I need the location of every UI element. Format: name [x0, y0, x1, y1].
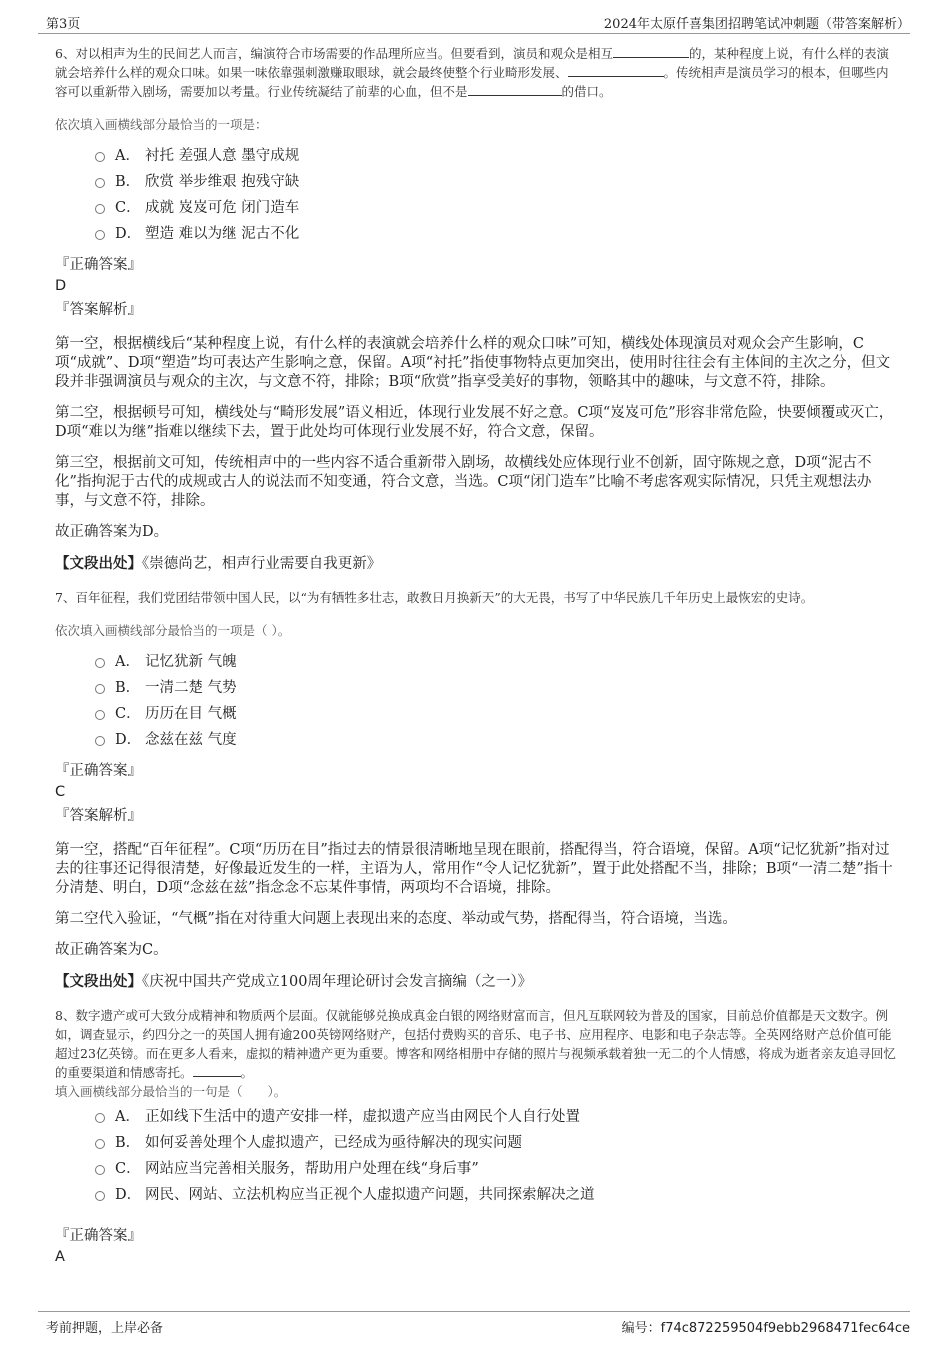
- analysis-conclusion: 故正确答案为D。: [55, 524, 169, 540]
- analysis-label: 『答案解析』: [55, 302, 142, 318]
- document-body: [55, 44, 897, 1267]
- analysis-paragraph: 第一空，根据横线后“某种程度上说，有什么样的表演就会培养什么样的观众口味”可知，横线处体现演员对观众会产生影响，C项“成就”、D项“塑造”均可表达产生影响之意，保留。A项“衬托”指使事物特点更加突出，使用时往往会有主体间的主次之分，但文段并非强调演员与观众的主次，与文意不符，排除；B项“欣赏”指享受美好的事物，领略其中的趣味，与文意不符，排除。: [55, 336, 891, 390]
- option-a[interactable]: A． 衬托 差强人意 墨守成规: [95, 143, 897, 169]
- source-citation: 【文段出处】《崇德尚艺，相声行业需要自我更新》: [55, 555, 382, 572]
- blank-line: [613, 46, 689, 58]
- radio-icon[interactable]: [95, 178, 105, 188]
- document-code: 编号：f74c872259504f9ebb2968471fec64ce: [621, 1321, 910, 1336]
- analysis-paragraph: 第三空，根据前文可知，传统相声中的一些内容不适合重新带入剧场，故横线处应体现行业不创新，固守陈规之意，D项“泥古不化”指拘泥于古代的成规或古人的说法而不知变通，符合文意，当选。C项“闭门造车”比喻不考虑客观实际情况，只凭主观想法办事，与文意不符，排除。: [55, 455, 872, 509]
- analysis-paragraph: 第二空代入验证，“气概”指在对待重大问题上表现出来的态度、举动或气势，搭配得当，符合语境，当选。: [55, 911, 737, 927]
- page-header: [38, 10, 910, 34]
- source-citation: 【文段出处】《庆祝中国共产党成立100周年理论研讨会发言摘编（之一）》: [55, 973, 533, 990]
- question-7-options: [95, 649, 897, 753]
- option-d[interactable]: D． 念兹在兹 气度: [95, 727, 897, 753]
- option-d[interactable]: D． 网民、网站、立法机构应当正视个人虚拟遗产问题，共同探索解决之道: [95, 1182, 897, 1208]
- radio-icon[interactable]: [95, 204, 105, 214]
- correct-answer: C: [55, 784, 66, 800]
- option-c[interactable]: C． 历历在目 气概: [95, 701, 897, 727]
- option-a[interactable]: A． 记忆犹新 气魄: [95, 649, 897, 675]
- footer-slogan: 考前押题，上岸必备: [46, 1321, 164, 1336]
- blank-line: [568, 65, 664, 77]
- analysis-conclusion: 故正确答案为C。: [55, 942, 168, 958]
- radio-icon[interactable]: [95, 152, 105, 162]
- blank-line: [193, 1065, 241, 1077]
- question-8-text: 8、数字遗产或可大致分成精神和物质两个层面。仅就能够兑换成真金白银的网络财富而言，但凡互联网较为普及的国家，目前总价值都是天文数字。例如，调查显示，约四分之一的英国人拥有逾200英镑网络财产，包括付费购买的音乐、电子书、应用程序、电影和电子杂志等。全英网络财产总价值可能超过23亿英镑。而在更多人看来，虚拟的精神遗产更为重要。博客和网络相册中存储的照片与视频承载着独一无二的个人情感，将成为逝者亲友追寻回忆的重要渠道和情感寄托。 。: [55, 1008, 896, 1080]
- option-b[interactable]: B． 如何妥善处理个人虚拟遗产，已经成为亟待解决的现实问题: [95, 1130, 897, 1156]
- option-c[interactable]: C． 网站应当完善相关服务，帮助用户处理在线“身后事”: [95, 1156, 897, 1182]
- correct-answer-label: 『正确答案』: [55, 1228, 142, 1244]
- analysis-paragraph: 第二空，根据顿号可知，横线处与“畸形发展”语义相近，体现行业发展不好之意。C项“岌岌可危”形容非常危险，快要倾覆或灭亡，D项“难以为继”指难以继续下去，置于此处均可体现行业发展不好，符合文意，保留。: [55, 405, 894, 440]
- radio-icon[interactable]: [95, 230, 105, 240]
- option-d[interactable]: D． 塑造 难以为继 泥古不化: [95, 221, 897, 247]
- analysis-label: 『答案解析』: [55, 808, 142, 824]
- option-a[interactable]: A． 正如线下生活中的遗产安排一样，虚拟遗产应当由网民个人自行处置: [95, 1104, 897, 1130]
- blank-line: [468, 84, 562, 96]
- question-8-prompt: 填入画横线部分最恰当的一句是（ ）。: [55, 1084, 287, 1099]
- correct-answer: D: [55, 278, 67, 294]
- correct-answer-label: 『正确答案』: [55, 763, 142, 779]
- radio-icon[interactable]: [95, 1165, 105, 1175]
- radio-icon[interactable]: [95, 1113, 105, 1123]
- question-8-options: [95, 1104, 897, 1208]
- radio-icon[interactable]: [95, 1191, 105, 1201]
- radio-icon[interactable]: [95, 1139, 105, 1149]
- radio-icon[interactable]: [95, 658, 105, 668]
- analysis-paragraph: 第一空，搭配“百年征程”。C项“历历在目”指过去的情景很清晰地呈现在眼前，搭配得当，符合语境，保留。A项“记忆犹新”指对过去的往事还记得很清楚，好像最近发生的一样，主语为人，常用作“令人记忆犹新”，置于此处搭配不当，排除；B项“一清二楚”指十分清楚、明白，D项“念兹在兹”指念念不忘某件事情，两项均不合语境，排除。: [55, 842, 893, 896]
- document-title: 2024年太原仟喜集团招聘笔试冲刺题（带答案解析）: [603, 17, 910, 32]
- option-b[interactable]: B． 一清二楚 气势: [95, 675, 897, 701]
- question-7-prompt: 依次填入画横线部分最恰当的一项是（ ）。: [55, 623, 291, 638]
- option-b[interactable]: B． 欣赏 举步维艰 抱残守缺: [95, 169, 897, 195]
- question-6-text: 6、对以相声为生的民间艺人而言，编演符合市场需要的作品理所应当。但要看到，演员和观众是相互 的，某种程度上说，有什么样的表演就会培养什么样的观众口味。如果一味依靠强刺激赚取眼球，就会最终使整个行业畸形发展、 。传统相声是演员学习的根本，但哪些内容可以重新带入剧场，需要加以考量。行业传统凝结了前辈的心血，但不是 的借口。: [55, 46, 889, 99]
- page-number: 第3页: [46, 17, 81, 32]
- radio-icon[interactable]: [95, 710, 105, 720]
- question-7-text: 7、百年征程，我们党团结带领中国人民，以“为有牺牲多壮志，敢教日月换新天”的大无畏，书写了中华民族几千年历史上最恢宏的史诗。: [55, 590, 814, 605]
- page-footer: [38, 1311, 910, 1337]
- radio-icon[interactable]: [95, 736, 105, 746]
- correct-answer: A: [55, 1249, 65, 1265]
- option-c[interactable]: C． 成就 岌岌可危 闭门造车: [95, 195, 897, 221]
- question-6-options: [95, 143, 897, 247]
- radio-icon[interactable]: [95, 684, 105, 694]
- correct-answer-label: 『正确答案』: [55, 257, 142, 273]
- question-6-prompt: 依次填入画横线部分最恰当的一项是：: [55, 117, 268, 132]
